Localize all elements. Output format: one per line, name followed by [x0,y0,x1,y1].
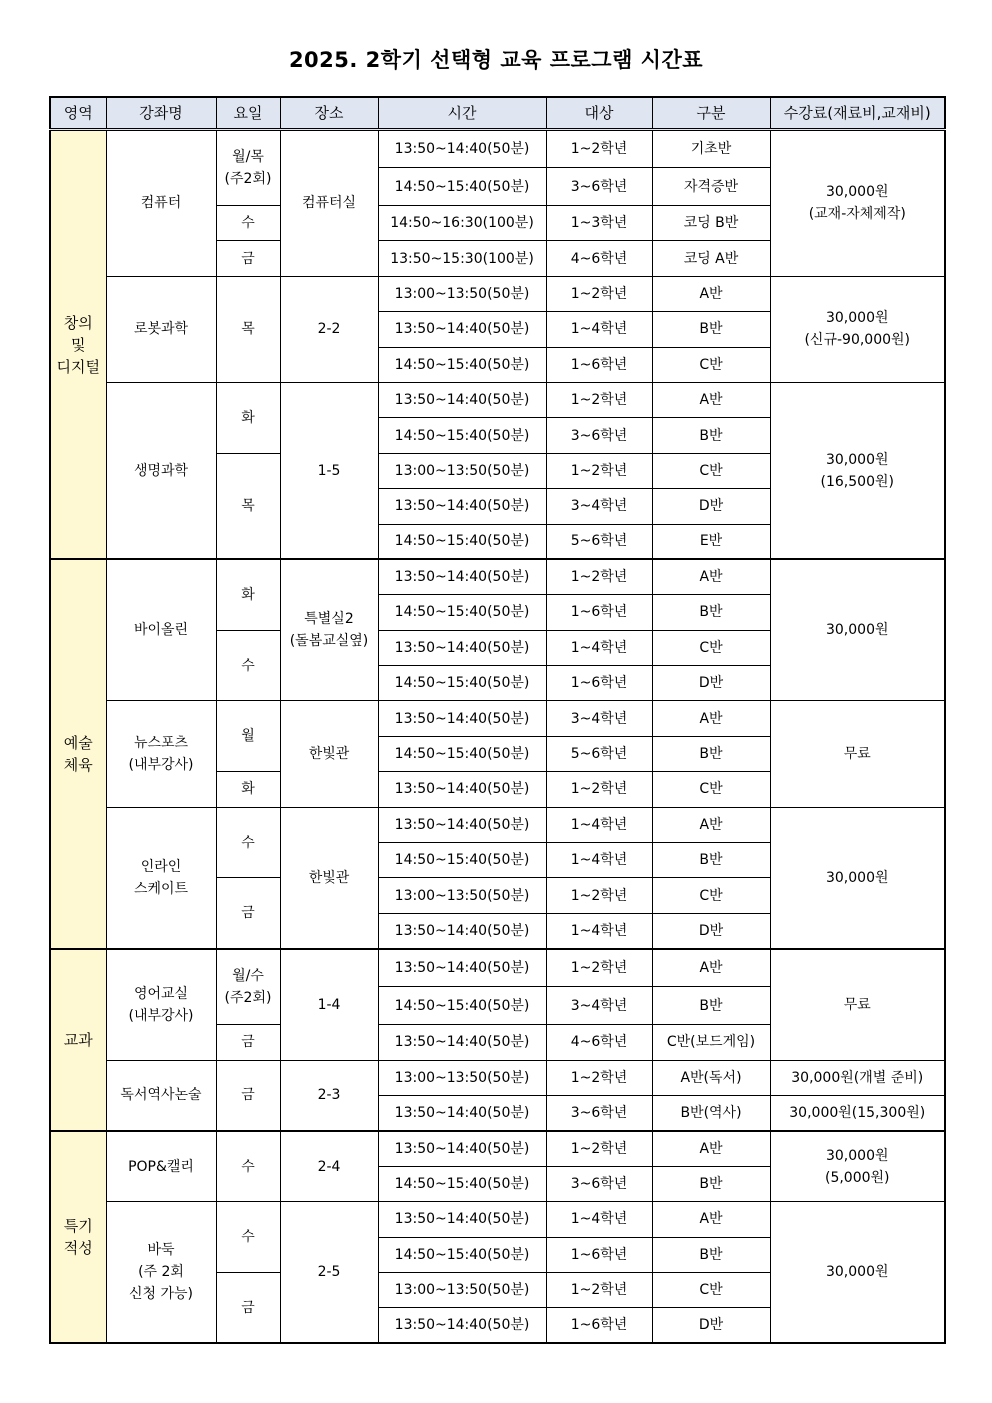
target-cell: 1~6학년 [546,347,652,382]
target-cell: 3~6학년 [546,1166,652,1201]
course-name: POP&캘리 [106,1131,216,1202]
time-cell: 13:50~14:40(50분) [378,1025,546,1060]
target-cell: 1~2학년 [546,382,652,417]
class-cell: C반 [652,630,770,665]
class-cell: A반 [652,701,770,736]
class-cell: 코딩 B반 [652,206,770,241]
header-place: 장소 [280,97,378,130]
target-cell: 1~4학년 [546,630,652,665]
target-cell: 1~2학년 [546,130,652,168]
class-cell: A반 [652,1131,770,1166]
time-cell: 14:50~15:40(50분) [378,418,546,453]
fee-cell: 30,000원 [770,807,945,949]
course-place: 1-4 [280,949,378,1060]
course-place: 한빛관 [280,807,378,949]
class-cell: D반 [652,913,770,948]
fee-cell: 30,000원 (신규-90,000원) [770,276,945,382]
course-day: 수 [216,630,280,701]
class-cell: C반(보드게임) [652,1025,770,1060]
time-cell: 13:00~13:50(50분) [378,1272,546,1307]
class-cell: A반 [652,382,770,417]
class-cell: A반 [652,1202,770,1237]
time-cell: 14:50~15:40(50분) [378,1166,546,1201]
target-cell: 1~2학년 [546,1060,652,1095]
time-cell: 14:50~15:40(50분) [378,666,546,701]
table-row [50,382,945,417]
course-place: 2-3 [280,1060,378,1131]
time-cell: 13:50~14:40(50분) [378,130,546,168]
course-place: 특별실2 (돌봄교실옆) [280,559,378,701]
time-cell: 13:00~13:50(50분) [378,453,546,488]
target-cell: 1~4학년 [546,913,652,948]
target-cell: 5~6학년 [546,736,652,771]
target-cell: 1~2학년 [546,1272,652,1307]
target-cell: 5~6학년 [546,524,652,559]
table-row [50,949,945,987]
target-cell: 4~6학년 [546,241,652,276]
class-cell: B반 [652,736,770,771]
course-place: 2-4 [280,1131,378,1202]
time-cell: 13:50~14:40(50분) [378,312,546,347]
target-cell: 3~4학년 [546,701,652,736]
class-cell: C반 [652,878,770,913]
class-cell: A반 [652,949,770,987]
target-cell: 1~2학년 [546,276,652,311]
time-cell: 13:50~14:40(50분) [378,701,546,736]
course-day: 금 [216,1272,280,1343]
course-name: 로봇과학 [106,276,216,382]
fee-cell: 30,000원 (교재-자체제작) [770,130,945,277]
time-cell: 14:50~15:40(50분) [378,168,546,206]
time-cell: 14:50~16:30(100분) [378,206,546,241]
course-day: 월/수 (주2회) [216,949,280,1025]
course-day: 월 [216,701,280,772]
target-cell: 1~6학년 [546,1308,652,1343]
time-cell: 14:50~15:40(50분) [378,736,546,771]
class-cell: B반 [652,1237,770,1272]
target-cell: 1~2학년 [546,1131,652,1166]
course-place: 2-5 [280,1202,378,1344]
class-cell: E반 [652,524,770,559]
table-row [50,1060,945,1095]
time-cell: 14:50~15:40(50분) [378,347,546,382]
table-row [50,559,945,594]
course-name: 인라인 스케이트 [106,807,216,949]
course-name: 뉴스포츠 (내부강사) [106,701,216,807]
class-cell: B반 [652,987,770,1025]
time-cell: 13:50~14:40(50분) [378,1202,546,1237]
class-cell: D반 [652,666,770,701]
course-place: 한빛관 [280,701,378,807]
target-cell: 1~6학년 [546,666,652,701]
target-cell: 1~2학년 [546,878,652,913]
course-day: 금 [216,1025,280,1060]
header-day: 요일 [216,97,280,130]
target-cell: 1~4학년 [546,1202,652,1237]
target-cell: 1~2학년 [546,453,652,488]
course-day: 화 [216,772,280,807]
course-place: 컴퓨터실 [280,130,378,277]
course-day: 수 [216,1131,280,1202]
class-cell: B반 [652,595,770,630]
target-cell: 1~3학년 [546,206,652,241]
time-cell: 14:50~15:40(50분) [378,595,546,630]
class-cell: A반(독서) [652,1060,770,1095]
time-cell: 13:50~14:40(50분) [378,559,546,594]
time-cell: 13:50~14:40(50분) [378,489,546,524]
fee-cell: 무료 [770,949,945,1060]
class-cell: B반 [652,843,770,878]
course-day: 목 [216,453,280,559]
target-cell: 4~6학년 [546,1025,652,1060]
header-class: 구분 [652,97,770,130]
time-cell: 13:50~14:40(50분) [378,1095,546,1130]
course-name: 컴퓨터 [106,130,216,277]
header-fee: 수강료(재료비,교재비) [770,97,945,130]
course-name: 바이올린 [106,559,216,701]
time-cell: 13:50~14:40(50분) [378,630,546,665]
target-cell: 1~4학년 [546,312,652,347]
class-cell: C반 [652,772,770,807]
target-cell: 3~6학년 [546,418,652,453]
class-cell: D반 [652,1308,770,1343]
course-day: 화 [216,559,280,630]
course-day: 금 [216,241,280,276]
course-place: 1-5 [280,382,378,559]
time-cell: 14:50~15:40(50분) [378,1237,546,1272]
course-day: 화 [216,382,280,453]
table-row [50,807,945,842]
course-name: 독서역사논술 [106,1060,216,1131]
course-name: 생명과학 [106,382,216,559]
time-cell: 13:00~13:50(50분) [378,878,546,913]
time-cell: 13:50~14:40(50분) [378,807,546,842]
course-day: 수 [216,206,280,241]
fee-cell: 30,000원(개별 준비) [770,1060,945,1095]
course-day: 수 [216,1202,280,1273]
header-row [50,97,945,130]
page-title: 2025. 2학기 선택형 교육 프로그램 시간표 [288,48,704,72]
time-cell: 14:50~15:40(50분) [378,843,546,878]
class-cell: 기초반 [652,130,770,168]
time-cell: 13:50~14:40(50분) [378,949,546,987]
table-row [50,1202,945,1237]
header-course: 강좌명 [106,97,216,130]
class-cell: A반 [652,807,770,842]
header-target: 대상 [546,97,652,130]
class-cell: 코딩 A반 [652,241,770,276]
course-name: 영어교실 (내부강사) [106,949,216,1060]
course-name: 바둑 (주 2회 신청 가능) [106,1202,216,1344]
course-day: 금 [216,878,280,949]
table-row [50,276,945,311]
table-row [50,130,945,168]
course-day: 월/목 (주2회) [216,130,280,206]
target-cell: 1~6학년 [546,595,652,630]
course-place: 2-2 [280,276,378,382]
target-cell: 1~2학년 [546,772,652,807]
course-day: 수 [216,807,280,878]
area-talent: 특기 적성 [50,1131,106,1343]
table-row [50,701,945,736]
class-cell: A반 [652,559,770,594]
target-cell: 3~4학년 [546,489,652,524]
fee-cell: 무료 [770,701,945,807]
target-cell: 1~4학년 [546,843,652,878]
table-row [50,1131,945,1166]
course-day: 목 [216,276,280,382]
header-time: 시간 [378,97,546,130]
header-area: 영역 [50,97,106,130]
target-cell: 3~6학년 [546,1095,652,1130]
time-cell: 13:00~13:50(50분) [378,1060,546,1095]
class-cell: B반 [652,1166,770,1201]
class-cell: C반 [652,1272,770,1307]
time-cell: 14:50~15:40(50분) [378,987,546,1025]
time-cell: 13:50~14:40(50분) [378,1131,546,1166]
fee-cell: 30,000원 (5,000원) [770,1131,945,1202]
class-cell: B반 [652,418,770,453]
time-cell: 13:50~14:40(50분) [378,1308,546,1343]
time-cell: 13:50~14:40(50분) [378,772,546,807]
fee-cell: 30,000원 [770,1202,945,1344]
fee-cell: 30,000원 [770,559,945,701]
timetable [49,96,946,1344]
time-cell: 13:00~13:50(50분) [378,276,546,311]
target-cell: 1~4학년 [546,807,652,842]
target-cell: 1~2학년 [546,949,652,987]
class-cell: 자격증반 [652,168,770,206]
class-cell: C반 [652,347,770,382]
area-subject: 교과 [50,949,106,1131]
time-cell: 13:50~15:30(100분) [378,241,546,276]
course-day: 금 [216,1060,280,1131]
time-cell: 13:50~14:40(50분) [378,913,546,948]
class-cell: A반 [652,276,770,311]
time-cell: 13:50~14:40(50분) [378,382,546,417]
target-cell: 1~2학년 [546,559,652,594]
fee-cell: 30,000원 (16,500원) [770,382,945,559]
class-cell: C반 [652,453,770,488]
target-cell: 1~6학년 [546,1237,652,1272]
target-cell: 3~6학년 [546,168,652,206]
fee-cell: 30,000원(15,300원) [770,1095,945,1130]
area-creative: 창의 및 디지털 [50,130,106,560]
class-cell: B반 [652,312,770,347]
class-cell: B반(역사) [652,1095,770,1130]
target-cell: 3~4학년 [546,987,652,1025]
class-cell: D반 [652,489,770,524]
time-cell: 14:50~15:40(50분) [378,524,546,559]
area-arts: 예술 체육 [50,559,106,948]
